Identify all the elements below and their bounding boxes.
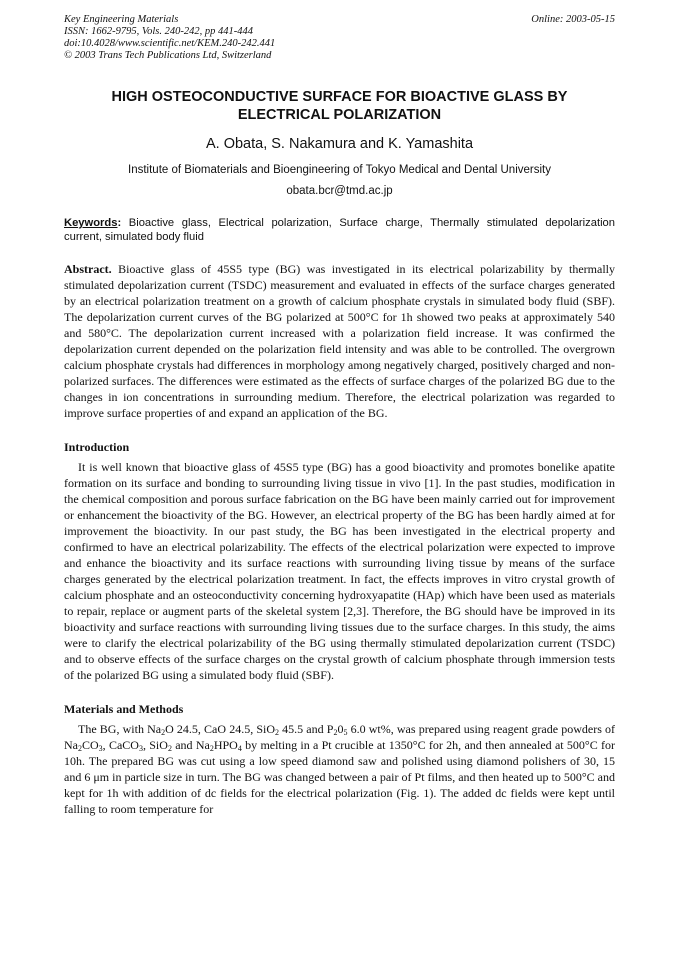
doi-line: doi:10.4028/www.scientific.net/KEM.240-242.441 <box>64 38 276 49</box>
author-email: obata.bcr@tmd.ac.jp <box>286 185 393 197</box>
subscript: 2 <box>275 728 280 737</box>
methods-text: O 24.5, CaO 24.5, SiO <box>165 722 276 736</box>
methods-heading: Materials and Methods <box>64 702 184 716</box>
keywords <box>64 217 615 244</box>
title-line-2: ELECTRICAL POLARIZATION <box>237 107 442 123</box>
methods-text: 45.5 and P <box>279 722 334 736</box>
methods-text: 6.0 wt%, was prepared using reagent grade powders of Na <box>64 722 615 752</box>
methods-text: by melting in a Pt crucible at 1350°C for 2h, and then annealed at 500°C for 10h. The prepared BG was cut using a low speed diamond saw and polished using diamond polishers of 30, 15 and 6 μm in particle size in turn. The BG was changed between a pair of Pt films, and then heated up to 500°C and kept for 1h with addition of dc fields for the electrical polarization (Fig. 1). The added dc fields were kept until falling to room temperature for <box>64 738 615 816</box>
methods-text: The BG, with Na <box>78 722 162 736</box>
subscript: 2 <box>78 744 82 753</box>
keywords-text: Bioactive glass, Electrical polarization, Surface charge, Thermally stimulated depolarization current, simulated body fluid <box>64 217 615 243</box>
paper-title <box>64 88 615 124</box>
methods-text: , SiO <box>142 738 168 752</box>
title-line-1: HIGH OSTEOCONDUCTIVE SURFACE FOR BIOACTIVE GLASS BY <box>111 89 568 105</box>
abstract <box>64 261 615 421</box>
keywords-colon: : <box>117 217 122 229</box>
subscript: 2 <box>167 744 172 753</box>
issn-line: ISSN: 1662-9795, Vols. 240-242, pp 441-444 <box>64 26 253 37</box>
copyright-line: © 2003 Trans Tech Publications Ltd, Switzerland <box>64 50 272 61</box>
methods-text: , CaCO <box>102 738 139 752</box>
authors: A. Obata, S. Nakamura and K. Yamashita <box>205 136 474 152</box>
affiliation: Institute of Biomaterials and Bioengineering of Tokyo Medical and Dental University <box>128 164 551 176</box>
abstract-text: Bioactive glass of 45S5 type (BG) was investigated in its electrical polarizability by thermally stimulated depolarization current (TSDC) measurement and evaluated in effects of the surface charges generated by an electrical polarization treatment on a growth of calcium phosphate crystals in simulated body fluid (SBF). The depolarization current curves of the BG polarized at 500°C for 1h showed two peaks at approximately 540 and 580°C. The depolarization current increased with a polarization field increase. It was confirmed the depolarization current depended on the polarization field intensity and was able to be controlled. The overgrown calcium phosphate crystals had differences in morphology among negatively charged, positively charged and non-polarized surfaces. The differences were estimated as the effects of surface charges of the polarized BG due to the changes in ion concentrations in surrounding medium. Therefore, the electrical polarization was regarded to improve surface properties of and expand an application of the BG. <box>64 262 615 420</box>
abstract-label: Abstract. <box>64 262 112 276</box>
methods-text: and Na <box>171 738 210 752</box>
subscript: 3 <box>138 744 143 753</box>
methods-text: 0 <box>337 722 344 736</box>
introduction-heading: Introduction <box>64 440 130 454</box>
keywords-label: Keywords <box>64 217 118 229</box>
methods-text: HPO <box>213 738 238 752</box>
methods-paragraph <box>64 721 615 817</box>
subscript: 4 <box>237 744 242 753</box>
subscript: 2 <box>209 744 214 753</box>
journal-name: Key Engineering Materials <box>64 14 179 25</box>
online-date: Online: 2003-05-15 <box>531 14 615 25</box>
introduction-paragraph: It is well known that bioactive glass of 45S5 type (BG) has a good bioactivity and promotes bonelike apatite formation on its surface and bonding to surrounding living tissue in vivo [1]. In the past studies, modification in the chemical composition and porous surface fabrication on the BG have been mainly carried out for improvement or enhancement the bioactivity of the BG. However, an electrical property of the BG has been hardly aimed at for improvement the bioactivity. In our past study, the BG has been investigated in the electrical property and confirmed to have an electrical polarizability. The effects of the electrical polarization were expected to improve and enhance the bioactivity and its surface reactions with surrounding living tissue by means of the surface charges generated by the electrical polarization treatment. In fact, the effects improves in vitro crystal growth of calcium phosphate and an osteoconductivity concerning hydroxyapatite (HAp) which have been used as materials to repair, replace or augment parts of the skeletal system [2,3]. Therefore, the BG should have be improved in its bioactivity and surface reactions with surrounding living tissues due to the surface charges. In this study, the aims were to clarify the electrical polarizability of the BG using thermally stimulated depolarization current (TSDC) and to observe effects of the surface charges on the crystal growth of calcium phosphate through immersion tests of the polarized BG using a simulated body fluid (SBF). <box>64 460 615 682</box>
paper-page <box>64 14 615 817</box>
journal-header <box>64 14 615 62</box>
methods-text: CO <box>82 738 99 752</box>
subscript: 3 <box>98 744 103 753</box>
subscript: 5 <box>343 728 348 737</box>
subscript: 2 <box>161 728 166 737</box>
subscript: 2 <box>333 728 338 737</box>
